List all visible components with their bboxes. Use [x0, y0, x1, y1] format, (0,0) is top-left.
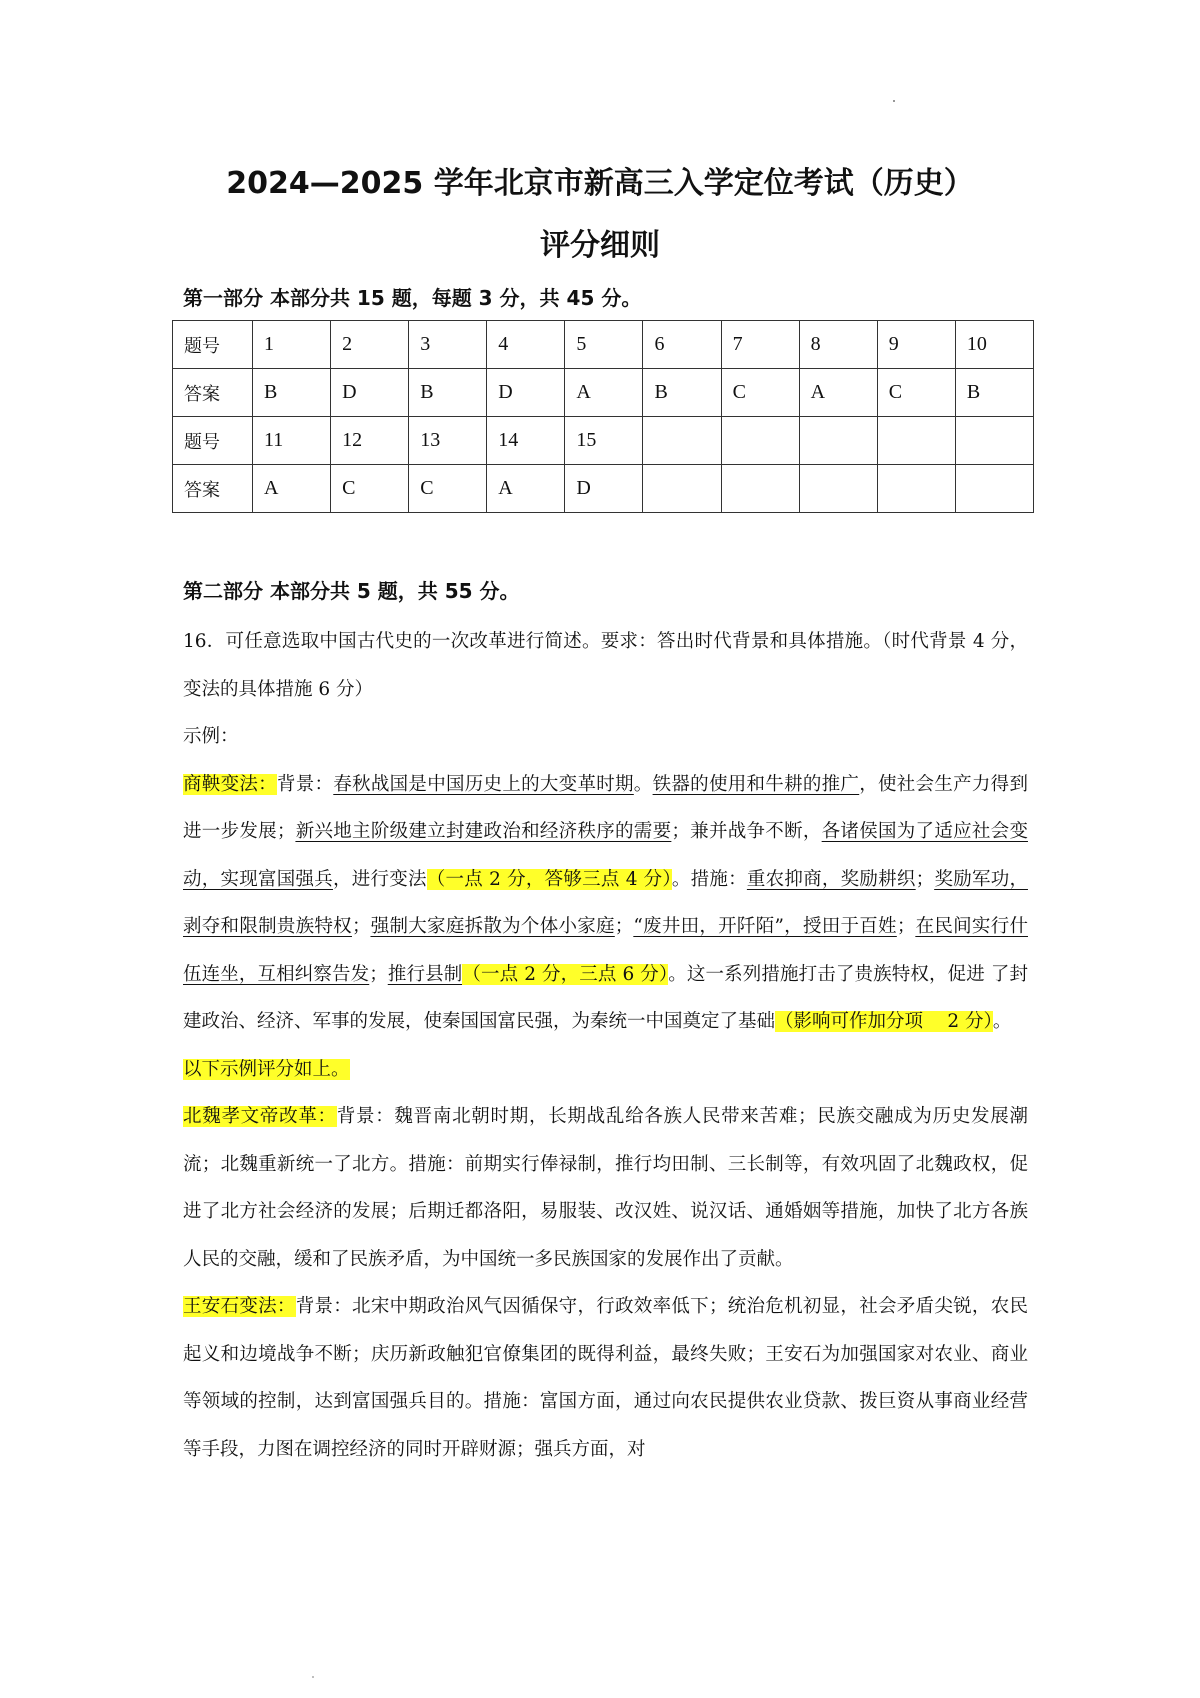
- table-cell: C: [409, 465, 487, 513]
- table-cell: 5: [565, 321, 643, 369]
- table-cell: 15: [565, 417, 643, 465]
- question-number-row: [173, 321, 1034, 369]
- row-label-cell: 答案: [173, 369, 253, 417]
- table-cell: [877, 417, 955, 465]
- measure-point: 在民间实行什伍连坐，互相纠察告发: [183, 916, 1028, 985]
- table-cell: [799, 417, 877, 465]
- table-cell: [721, 417, 799, 465]
- answer-table: [172, 320, 1034, 513]
- answer-row: [173, 465, 1034, 513]
- text-run: ；: [896, 916, 916, 937]
- table-cell: [643, 417, 721, 465]
- wang-anshi-reform-paragraph: [183, 1283, 1028, 1473]
- table-cell: [877, 465, 955, 513]
- part2-heading: 第二部分 本部分共 5 题，共 55 分。: [183, 579, 520, 603]
- table-cell: 1: [253, 321, 331, 369]
- measure-point: “废井田，开阡陌”，授田于百姓: [633, 916, 897, 937]
- score-note-highlight: （一点 2 分，三点 6 分）: [462, 963, 669, 985]
- table-cell: A: [487, 465, 565, 513]
- table-cell: B: [643, 369, 721, 417]
- key-point: 新兴地主阶级建立封建政治和经济秩序的需要: [295, 821, 672, 842]
- table-cell: B: [253, 369, 331, 417]
- text-run: ；兼并战争不断，: [671, 821, 822, 842]
- grading-note-paragraph: [183, 1046, 1028, 1094]
- table-cell: 13: [409, 417, 487, 465]
- table-cell: [955, 465, 1033, 513]
- measure-point: 奖励军功，剥夺和限制贵族特权: [183, 868, 1028, 937]
- table-cell: A: [565, 369, 643, 417]
- shang-yang-reform-paragraph: [183, 761, 1028, 1046]
- part1-heading: 第一部分 本部分共 15 题，每题 3 分，共 45 分。: [183, 286, 642, 310]
- text-run: 。: [633, 773, 653, 795]
- table-cell: 2: [331, 321, 409, 369]
- table-cell: 14: [487, 417, 565, 465]
- answer-table-body: [173, 321, 1034, 513]
- question-16-intro: 16．可任意选取中国古代史的一次改革进行简述。要求：答出时代背景和具体措施。（时代背景 4 分，变法的具体措施 6 分）: [183, 631, 1028, 700]
- text-run: 。措施：: [671, 868, 747, 890]
- key-point: 各诸侯国为了适应社会变动，实现富国强兵: [183, 821, 1028, 890]
- scan-speck: [312, 1676, 314, 1678]
- document-subtitle: 评分细则: [540, 228, 660, 263]
- text-run: ；: [369, 963, 388, 985]
- text-run: ；: [915, 868, 935, 890]
- text-run: ；: [614, 916, 634, 937]
- impact-text: 。这一系列措施打击了贵族特权，促进 了封建政治、经济、军事的发展，使秦国国富民强，为秦统一中国奠定了基础: [183, 963, 1028, 1032]
- table-cell: B: [409, 369, 487, 417]
- text-run: 。: [992, 1011, 1012, 1032]
- table-cell: [955, 417, 1033, 465]
- measure-point: 强制大家庭拆散为个体小家庭: [370, 916, 615, 937]
- score-note-highlight: （影响可作加分项 2 分）: [775, 1011, 993, 1032]
- key-point: 春秋战国是中国历史上的大变革时期: [333, 773, 634, 795]
- table-cell: A: [799, 369, 877, 417]
- table-cell: C: [877, 369, 955, 417]
- table-cell: D: [331, 369, 409, 417]
- document-title: 2024—2025 学年北京市新高三入学定位考试（历史）: [226, 166, 974, 201]
- table-cell: 11: [253, 417, 331, 465]
- beiwei-reform-paragraph: [183, 1093, 1028, 1283]
- table-cell: 12: [331, 417, 409, 465]
- text-run: ，使社会生产力得到进一步发展；: [183, 773, 1028, 842]
- table-cell: C: [331, 465, 409, 513]
- measure-point: 推行县制: [387, 963, 463, 985]
- reform-text: 背景：北宋中期政治风气因循保守，行政效率低下；统治危机初显，社会矛盾尖锐，农民起义和边境战争不断；庆历新政触犯官僚集团的既得利益，最终失败；王安石为加强国家对农业、商业等领域的控制，达到富国强兵目的。措施：富国方面，通过向农民提供农业贷款、拨巨资从事商业经营等手段，力图在调控经济的同时开辟财源；强兵方面，对: [183, 1296, 1028, 1460]
- table-cell: 8: [799, 321, 877, 369]
- table-cell: D: [487, 369, 565, 417]
- reform-name-highlight: 商鞅变法：: [183, 773, 277, 795]
- row-label-cell: 题号: [173, 417, 253, 465]
- table-cell: [721, 465, 799, 513]
- answer-row: [173, 369, 1034, 417]
- row-label-cell: 答案: [173, 465, 253, 513]
- scan-speck: [893, 100, 895, 102]
- table-cell: A: [253, 465, 331, 513]
- question-number-row: [173, 417, 1034, 465]
- measure-point: 重农抑商，奖励耕织: [746, 868, 916, 890]
- score-note-highlight: （一点 2 分，答够三点 4 分）: [426, 868, 672, 890]
- key-point: 铁器的使用和牛耕的推广: [652, 773, 860, 795]
- table-cell: 10: [955, 321, 1033, 369]
- table-cell: [643, 465, 721, 513]
- row-label-cell: 题号: [173, 321, 253, 369]
- table-cell: 9: [877, 321, 955, 369]
- table-cell: B: [955, 369, 1033, 417]
- example-label: 示例：: [183, 726, 239, 747]
- table-cell: 4: [487, 321, 565, 369]
- grading-note-highlight: 以下示例评分如上。: [183, 1058, 350, 1080]
- question-16-body: [183, 618, 1028, 1473]
- table-cell: 6: [643, 321, 721, 369]
- table-cell: C: [721, 369, 799, 417]
- table-cell: [799, 465, 877, 513]
- background-label: 背景：: [276, 773, 334, 795]
- reform-text: 背景：魏晋南北朝时期，长期战乱给各族人民带来苦难；民族交融成为历史发展潮流；北魏重新统一了北方。措施：前期实行俸禄制，推行均田制、三长制等，有效巩固了北魏政权，促进了北方社会经济的发展；后期迁都洛阳，易服装、改汉姓、说汉话、通婚姻等措施，加快了北方各族人民的交融，缓和了民族矛盾，为中国统一多民族国家的发展作出了贡献。: [183, 1106, 1028, 1270]
- reform-name-highlight: 王安石变法：: [183, 1296, 296, 1317]
- table-cell: 7: [721, 321, 799, 369]
- table-cell: 3: [409, 321, 487, 369]
- reform-name-highlight: 北魏孝文帝改革：: [183, 1106, 337, 1127]
- text-run: ，进行变法: [333, 868, 427, 890]
- text-run: ；: [351, 916, 371, 937]
- table-cell: D: [565, 465, 643, 513]
